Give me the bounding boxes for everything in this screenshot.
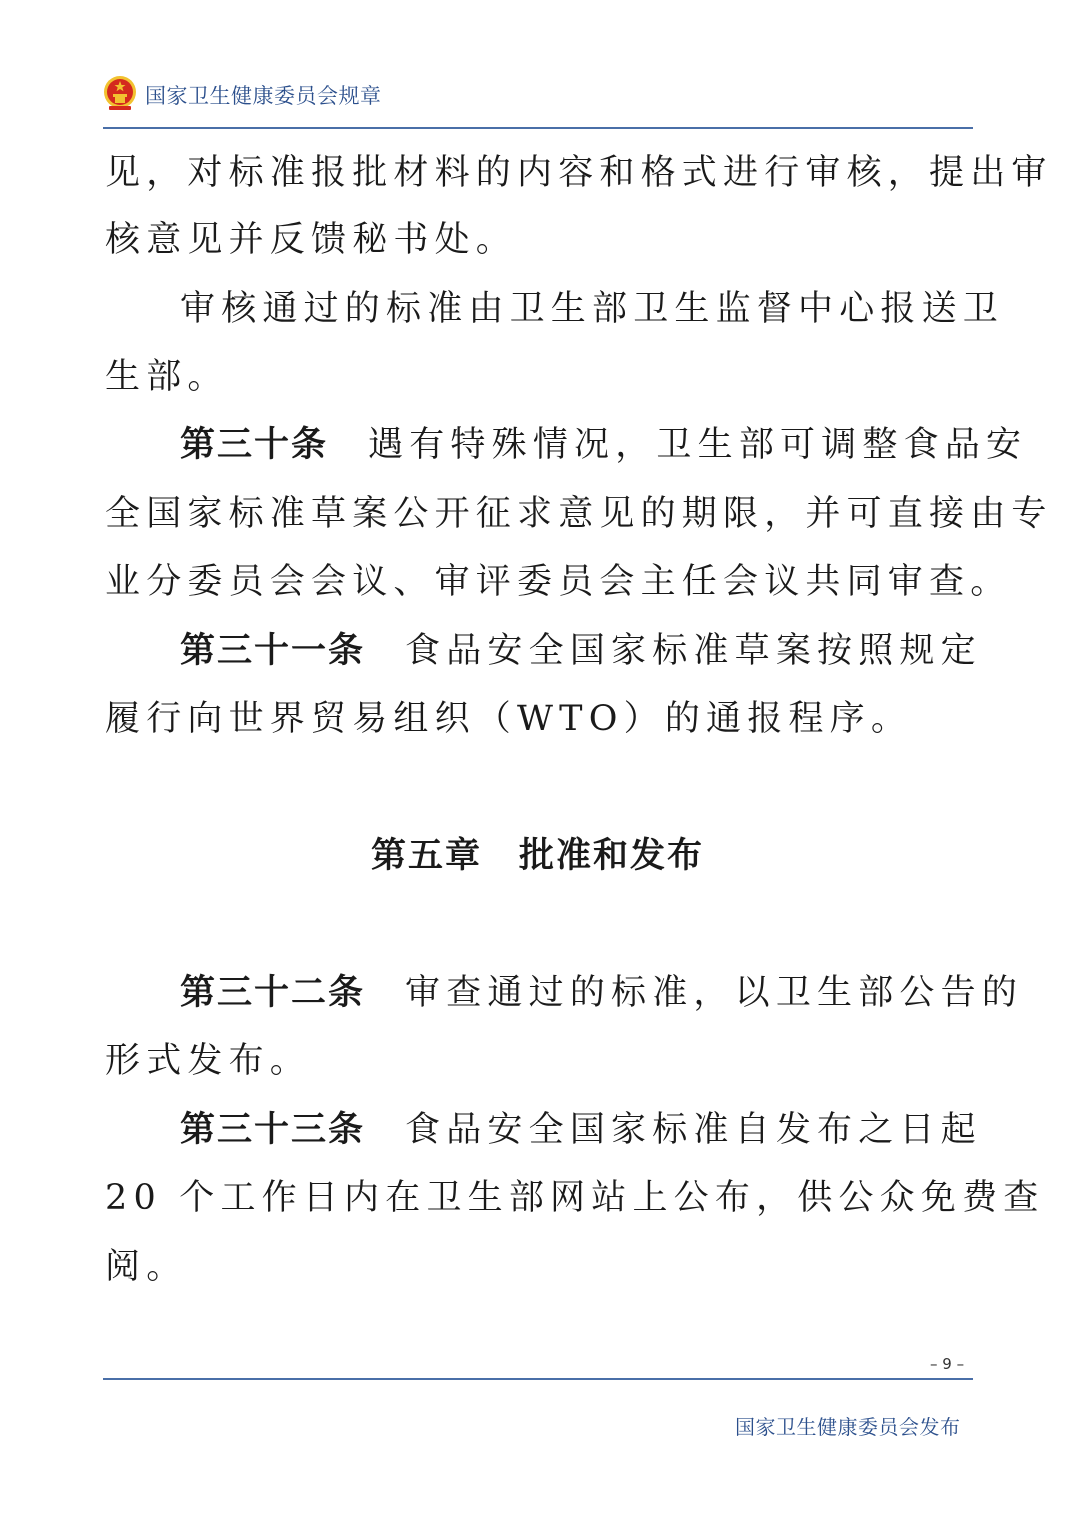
- body-line: 审核通过的标准由卫生部卫生监督中心报送卫: [180, 289, 1005, 329]
- body-line: 全国家标准草案公开征求意见的期限，并可直接由专: [105, 494, 1053, 534]
- article-label: 第三十条: [180, 425, 329, 465]
- article-33: [180, 1105, 982, 1155]
- footer-rule: [103, 1378, 973, 1380]
- chapter-heading: 第五章 批准和发布: [370, 836, 704, 876]
- article-32: [180, 968, 1023, 1018]
- body-line: 阅。: [105, 1247, 188, 1287]
- article-text: 食品安全国家标准自发布之日起: [405, 1110, 982, 1150]
- article-text: 食品安全国家标准草案按照规定: [405, 631, 982, 671]
- article-label: 第三十二条: [180, 973, 366, 1013]
- body-line: 核意见并反馈秘书处。: [105, 220, 518, 260]
- body-line: 业分委员会会议、审评委员会主任会议共同审查。: [105, 562, 1012, 602]
- article-text: 审查通过的标准，以卫生部公告的: [405, 973, 1024, 1013]
- header-title: 国家卫生健康委员会规章: [145, 84, 382, 108]
- body-line: 履行向世界贸易组织（WTO）的通报程序。: [105, 699, 913, 739]
- body-line: 见，对标准报批材料的内容和格式进行审核，提出审: [105, 153, 1053, 193]
- body-line: 生部。: [105, 357, 229, 397]
- header-rule: [103, 127, 973, 129]
- body-line: 形式发布。: [105, 1041, 312, 1081]
- article-text: 遇有特殊情况，卫生部可调整食品安: [368, 425, 1028, 465]
- article-label: 第三十三条: [180, 1110, 366, 1150]
- national-emblem-icon: [103, 74, 137, 112]
- page-number: – 9 –: [930, 1355, 965, 1373]
- article-30: [180, 420, 1027, 470]
- page-header: [103, 74, 973, 116]
- article-31: [180, 626, 982, 676]
- article-label: 第三十一条: [180, 631, 366, 671]
- body-line: 20 个工作日内在卫生部网站上公布，供公众免费查: [105, 1178, 1045, 1218]
- footer-publisher: 国家卫生健康委员会发布: [735, 1415, 961, 1439]
